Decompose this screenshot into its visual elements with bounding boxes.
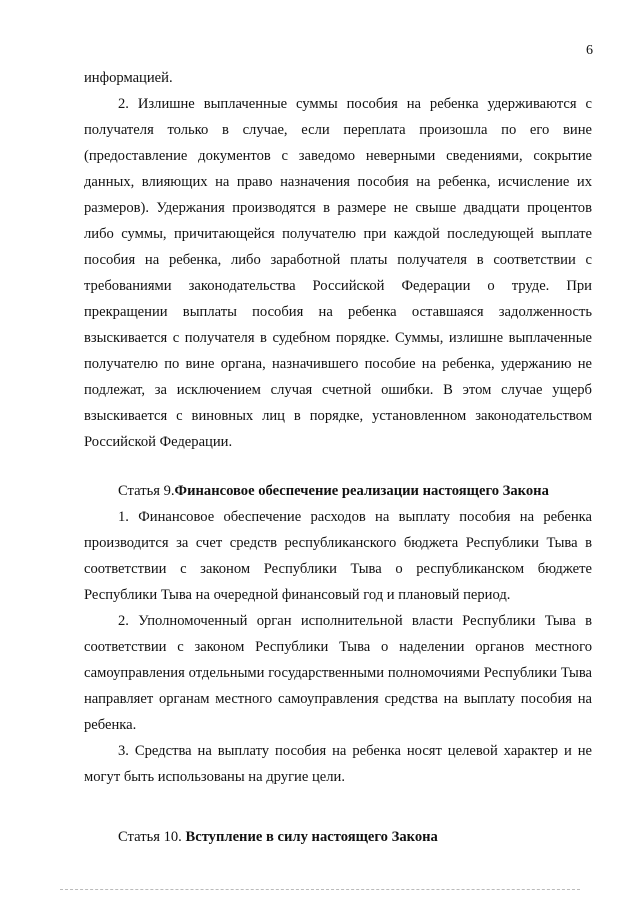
article-10-title: Вступление в силу настоящего Закона (185, 829, 438, 845)
article-9-paragraph-3: 3. Средства на выплату пособия на ребенка носят целевой характер и не могут быть использованы на другие цели. (84, 743, 592, 785)
article-9-heading (84, 478, 592, 504)
body-text (84, 65, 592, 850)
article-10-prefix: Статья 10. (118, 829, 186, 845)
article-10-heading (84, 824, 592, 850)
paragraph-continuation: информацией. (84, 70, 173, 86)
article-8-paragraph-2: 2. Излишне выплаченные суммы пособия на ребенка удерживаются с получателя только в случае, если переплата произошла по его вине (предоставление документов с заведомо неверными сведениями, сокрытие данных, влияющих на право назначения пособия на ребенка, исчисление их размеров). Удержания производятся в размере не свыше двадцати процентов либо суммы, причитающейся получателю при каждой последующей выплате пособия на ребенка, либо заработной платы получателя в соответствии с требованиями законодательства Российской Федерации о труде. При прекращении выплаты пособия на ребенка оставшаяся задолженность взыскивается с получателя в судебном порядке. Суммы, излишне выплаченные получателю по вине органа, назначившего пособие на ребенка, удержанию не подлежат, за исключением случая счетной ошибки. В этом случае ущерб взыскивается с виновных лиц в порядке, установленном законодательством Российской Федерации. (84, 96, 592, 450)
page-number: 6 (586, 43, 593, 58)
article-9-paragraph-1: 1. Финансовое обеспечение расходов на выплату пособия на ребенка производится за счет средств республиканского бюджета Республики Тыва в соответствии с законом Республики Тыва о республиканском бюджете Республики Тыва на очередной финансовый год и плановый период. (84, 509, 592, 603)
bottom-rule (60, 889, 580, 890)
article-9-prefix: Статья 9. (118, 483, 175, 499)
article-9-paragraph-2: 2. Уполномоченный орган исполнительной власти Республики Тыва в соответствии с законом Республики Тыва о наделении органов местного самоуправления отдельными государственными полномочиями Республики Тыва направляет органам местного самоуправления средства на выплату пособия на ребенка. (84, 613, 592, 733)
article-9-title: Финансовое обеспечение реализации настоящего Закона (174, 483, 549, 499)
